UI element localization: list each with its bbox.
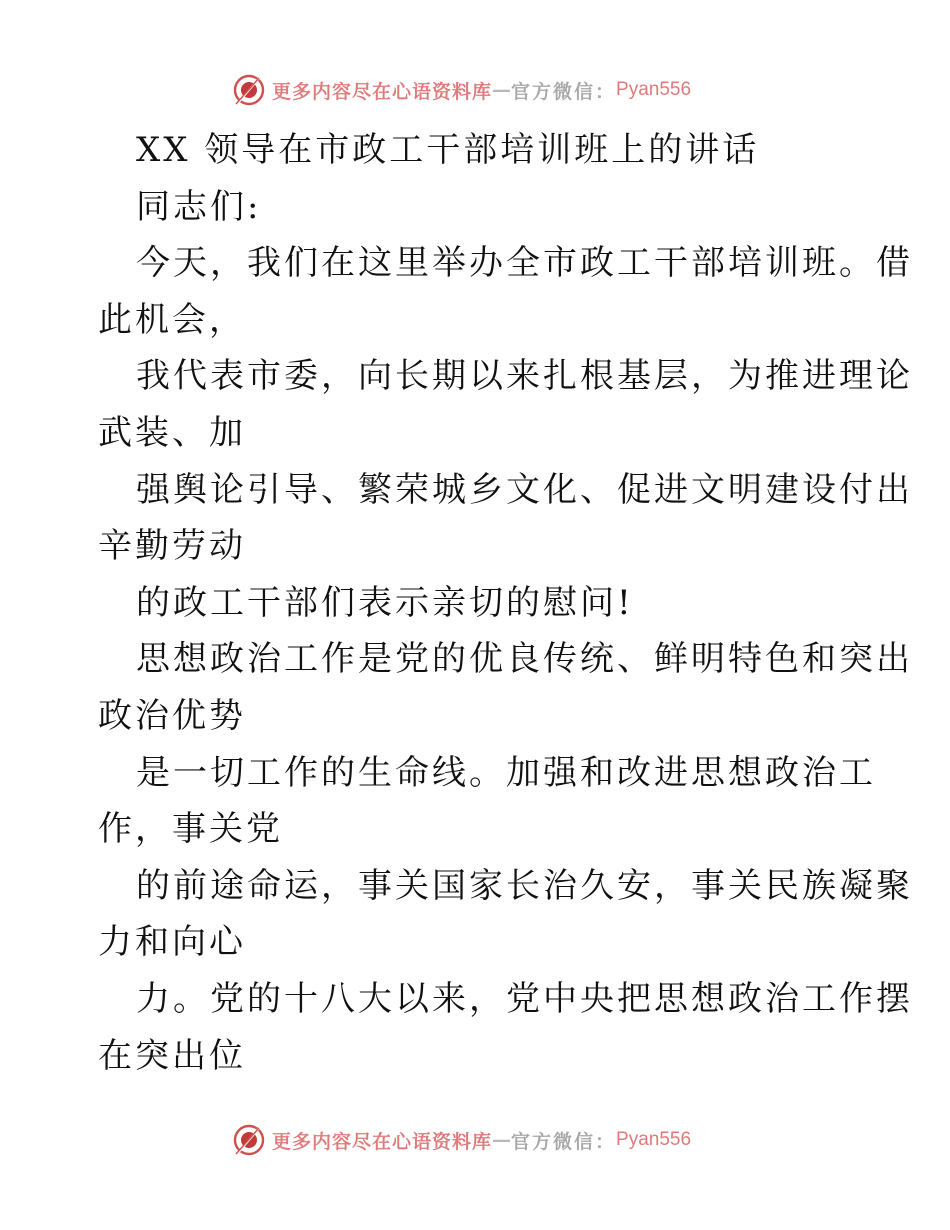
- quill-logo-icon: [232, 1123, 266, 1157]
- body-text-line: 此机会，: [98, 299, 246, 340]
- body-text-line: 武装、加: [98, 412, 246, 453]
- footer-watermark: [232, 1120, 691, 1160]
- body-text-line: 政治优势: [98, 695, 246, 736]
- body-text-line: 的政工干部们表示亲切的慰问!: [136, 582, 634, 623]
- header-watermark: [232, 70, 691, 110]
- body-text-line: 在突出位: [98, 1035, 246, 1076]
- body-text-line: 力。党的十八大以来，党中央把思想政治工作摆: [136, 978, 913, 1019]
- body-text-line: 力和向心: [98, 922, 246, 963]
- body-text-line: 是一切工作的生命线。加强和改进思想政治工: [136, 752, 876, 793]
- body-text-line: 今天，我们在这里举办全市政工干部培训班。借: [136, 243, 913, 284]
- body-text-line: 我代表市委，向长期以来扎根基层，为推进理论: [136, 356, 913, 397]
- watermark-main-text: 更多内容尽在心语资料库: [272, 1130, 493, 1153]
- quill-logo-icon: [232, 73, 266, 107]
- body-text-line: 辛勤劳动: [98, 526, 246, 567]
- watermark-account-label: 官方微信：: [511, 1130, 617, 1153]
- watermark-separator: —: [492, 1129, 512, 1151]
- body-text-line: 同志们:: [136, 186, 262, 227]
- body-text-line: 作，事关党: [98, 809, 283, 850]
- watermark-account-id: Pyan556: [616, 1129, 692, 1150]
- watermark-account-id: Pyan556: [616, 79, 692, 100]
- body-text-line: 的前途命运，事关国家长治久安，事关民族凝聚: [136, 865, 913, 906]
- watermark-account-label: 官方微信：: [511, 80, 617, 103]
- body-text-line: 强舆论引导、繁荣城乡文化、促进文明建设付出: [136, 469, 913, 510]
- document-title: XX 领导在市政工干部培训班上的讲话: [136, 130, 760, 170]
- watermark-main-text: 更多内容尽在心语资料库: [272, 80, 493, 103]
- watermark-separator: —: [492, 79, 512, 101]
- document-body: [98, 122, 913, 1084]
- body-text-line: 思想政治工作是党的优良传统、鲜明特色和突出: [136, 639, 913, 680]
